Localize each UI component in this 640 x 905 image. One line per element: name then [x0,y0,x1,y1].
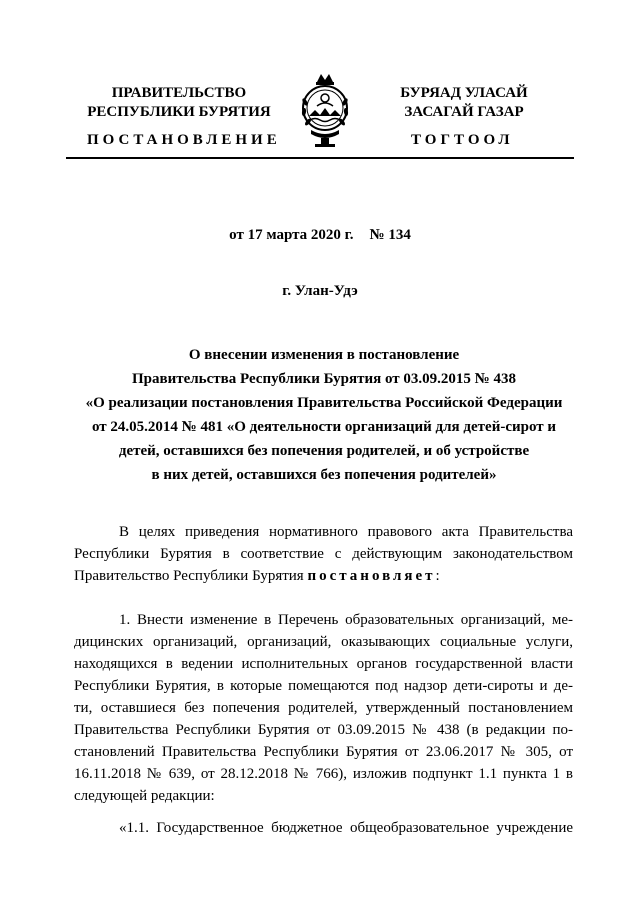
body-line: находящихся в ведении исполнительных органов государственной власти [74,656,573,672]
header-left-line: РЕСПУБЛИКИ БУРЯТИЯ [87,104,271,120]
title-line: Правительства Республики Бурятия от 03.09.2015 № 438 [131,371,516,387]
header-right-line: БУРЯАД УЛАСАЙ [400,85,528,101]
document-date-number [0,227,640,244]
preamble-suffix: : [435,568,440,584]
title-line: «О реализации постановления Правительства Российской Федерации [85,395,563,411]
item-1-paragraph [74,609,573,807]
header-divider [66,157,574,159]
body-line: становлений Правительства Республики Бурятия от 23.06.2017 № 305, от [74,744,573,760]
document-title [74,343,574,487]
body-line: «1.1. Государственное бюджетное общеобразовательное учреждение [119,820,573,836]
body-line: 16.11.2018 № 639, от 28.12.2018 № 766), изложив подпункт 1.1 пункта 1 в [74,766,573,782]
title-line: О внесении изменения в постановление [188,347,460,363]
header-left-line: ПРАВИТЕЛЬСТВО [111,85,247,101]
preamble-paragraph [74,521,573,587]
body-line: следующей редакции: [74,788,215,804]
title-line: в них детей, оставшихся без попечения родителей» [151,467,497,483]
body-line: ти, оставшиеся без попечения родителей, утвержденный постановлением [74,700,573,716]
body-line: Правительства Республики Бурятия от 03.09.2015 № 438 (в редакции по- [74,722,573,738]
document-type-bua: ТОГТООЛ [411,132,514,148]
item-1-1-paragraph [74,817,573,839]
body-line [74,565,573,587]
preamble-prefix: Правительство Республики Бурятия [74,568,304,584]
header-left-authority [76,84,282,122]
title-line: детей, оставшихся без попечения родителей, и об устройстве [118,443,530,459]
document-type-ru: ПОСТАНОВЛЕНИЕ [87,132,281,148]
coat-of-arms-icon [295,72,355,150]
resolves-word: постановляет [307,568,436,584]
body-line: Республики Бурятия, в которые помещаются под надзор дети-сироты и де- [74,678,573,694]
document-date: от 17 марта 2020 г. [229,227,354,243]
header-right-authority [384,84,544,122]
body-line: 1. Внести изменение в Перечень образовательных организаций, ме- [119,612,573,628]
header-right-line: ЗАСАГАЙ ГАЗАР [404,104,524,120]
document-number: № 134 [369,227,411,243]
body-line: Республики Бурятия в соответствие с действующим законодательством [74,546,573,562]
document-city: г. Улан-Удэ [282,283,358,299]
title-line: от 24.05.2014 № 481 «О деятельности организаций для детей-сирот и [91,419,557,435]
body-line: В целях приведения нормативного правового акта Правительства [119,524,573,540]
body-line: дицинских организаций, организаций, оказывающих социальные услуги, [74,634,573,650]
